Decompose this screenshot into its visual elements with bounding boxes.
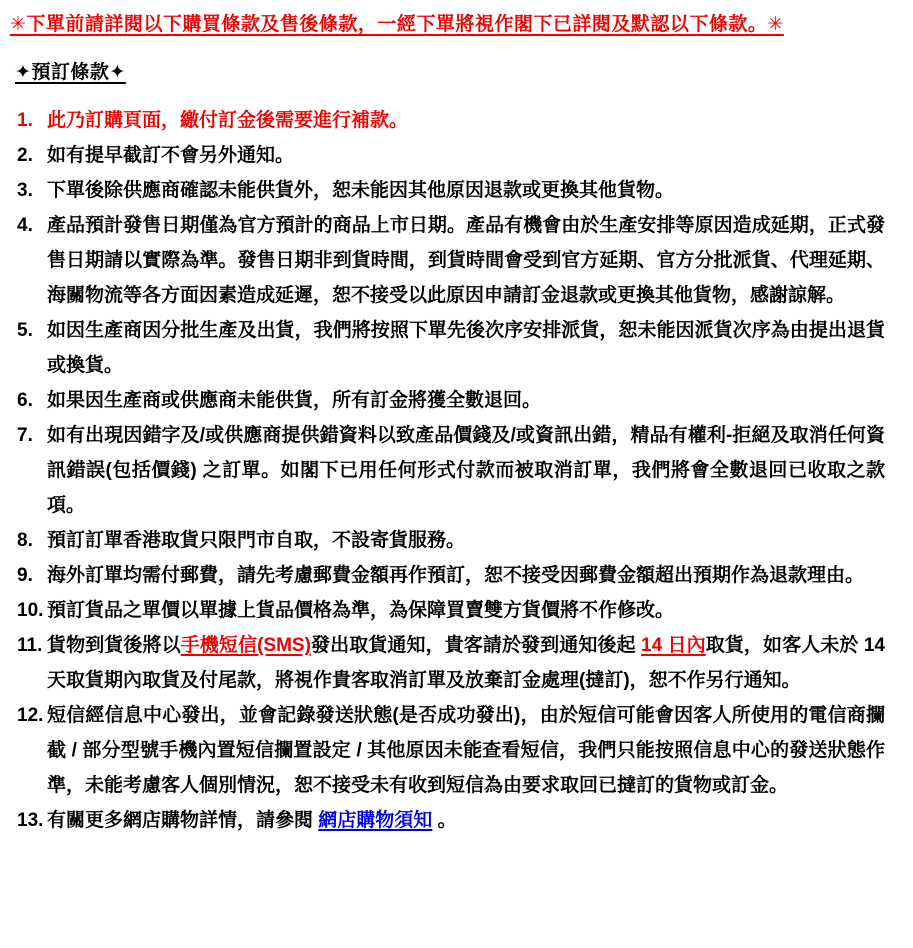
term-text-segment: 海外訂單均需付郵費，請先考慮郵費金額再作預訂，恕不接受因郵費金額超出預期作為退款理由。 xyxy=(47,565,865,586)
term-item-11 xyxy=(10,628,885,698)
terms-list xyxy=(10,103,885,838)
term-item-10 xyxy=(10,593,885,628)
term-text-segment: 發出取貨通知，貴客請於發到通知後起 xyxy=(310,635,642,656)
sms-highlight: 手機短信(SMS) xyxy=(180,635,311,656)
term-item-number: 4. xyxy=(17,215,33,236)
term-text-segment: 取貨，如客人未於 14 天取貨期內取貨及付尾款，將視作貴客取消訂單及放棄訂金處理(撻訂)，恕不作另行通知。 xyxy=(47,635,885,691)
term-item-8 xyxy=(10,523,885,558)
pre-order-warning-banner: ✳下單前請詳閱以下購買條款及售後條款，一經下單將視作閣下已詳閱及默認以下條款。✳ xyxy=(10,14,784,35)
term-item-number: 13. xyxy=(17,810,44,831)
term-text-segment: 貨物到貨後將以 xyxy=(47,635,181,656)
term-item-number: 3. xyxy=(17,180,33,201)
term-item-text xyxy=(47,565,864,586)
term-item-number: 7. xyxy=(17,425,33,446)
section-title-preorder-terms: ✦預訂條款✦ xyxy=(15,62,126,83)
term-text-segment: 有關更多網店購物詳情，請參閱 xyxy=(47,810,319,831)
term-item-text xyxy=(47,600,674,621)
term-item-text xyxy=(47,530,465,551)
term-text-segment: 。 xyxy=(432,810,457,831)
term-item-1 xyxy=(10,103,885,138)
term-item-text xyxy=(47,110,408,131)
term-item-text xyxy=(47,635,885,691)
term-item-text xyxy=(47,705,885,796)
term-item-13 xyxy=(10,803,885,838)
term-item-number: 8. xyxy=(17,530,33,551)
term-text-segment: 預訂貨品之單價以單據上貨品價格為準，為保障買賣雙方貨價將不作修改。 xyxy=(47,600,675,621)
term-item-text xyxy=(47,425,885,516)
term-item-6 xyxy=(10,383,885,418)
term-text-segment: 如有出現因錯字及/或供應商提供錯資料以致產品價錢及/或資訊出錯，精品有權利-拒絕及取消任何資訊錯誤(包括價錢) 之訂單。如閣下已用任何形式付款而被取消訂單，我們將會全數退回已收取之款項。 xyxy=(47,425,885,516)
term-item-number: 11. xyxy=(17,635,43,656)
term-item-4 xyxy=(10,208,885,313)
term-item-text xyxy=(47,320,885,376)
term-text-segment: 產品預計發售日期僅為官方預計的商品上市日期。產品有機會由於生產安排等原因造成延期，正式發售日期請以實際為準。發售日期非到貨時間，到貨時間會受到官方延期、官方分批派貨、代理延期、海關物流等各方面因素造成延遲，恕不接受以此原因申請訂金退款或更換其他貨物，感謝諒解。 xyxy=(47,215,885,306)
term-text-segment: 下單後除供應商確認未能供貨外，恕未能因其他原因退款或更換其他貨物。 xyxy=(47,180,675,201)
term-item-number: 6. xyxy=(17,390,33,411)
term-item-7 xyxy=(10,418,885,523)
term-item-text xyxy=(47,390,541,411)
term-item-text xyxy=(47,215,885,306)
term-item-number: 12. xyxy=(17,705,44,726)
term-text-segment: 預訂訂單香港取貨只限門市自取，不設寄貨服務。 xyxy=(47,530,466,551)
term-item-text xyxy=(47,810,457,831)
term-item-9 xyxy=(10,558,885,593)
term-text-segment: 短信經信息中心發出，並會記錄發送狀態(是否成功發出)，由於短信可能會因客人所使用的電信商攔截 / 部分型號手機內置短信攔置設定 / 其他原因未能查看短信，我們只能按照信息中心的發送狀態作準，未能考慮客人個別情況，恕不接受未有收到短信為由要求取回已撻訂的貨物或訂金。 xyxy=(47,705,885,796)
term-item-number: 10. xyxy=(17,600,44,621)
term-item-number: 5. xyxy=(17,320,33,341)
term-text-segment: 此乃訂購頁面，繳付訂金後需要進行補款。 xyxy=(47,110,409,131)
term-text-segment: 如因生產商因分批生產及出貨，我們將按照下單先後次序安排派貨，恕未能因派貨次序為由提出退貨或換貨。 xyxy=(47,320,885,376)
term-item-text xyxy=(47,145,294,166)
shop-guide-link[interactable]: 網店購物須知 xyxy=(318,810,433,831)
term-item-text xyxy=(47,180,674,201)
term-text-segment: 如果因生產商或供應商未能供貨，所有訂金將獲全數退回。 xyxy=(47,390,542,411)
term-item-3 xyxy=(10,173,885,208)
term-item-5 xyxy=(10,313,885,383)
term-item-number: 2. xyxy=(17,145,33,166)
term-item-12 xyxy=(10,698,885,803)
term-item-number: 9. xyxy=(17,565,33,586)
term-text-segment: 如有提早截訂不會另外通知。 xyxy=(47,145,295,166)
term-item-number: 1. xyxy=(17,110,33,131)
term-item-2 xyxy=(10,138,885,173)
pickup-deadline-highlight: 14 日內 xyxy=(641,635,706,656)
